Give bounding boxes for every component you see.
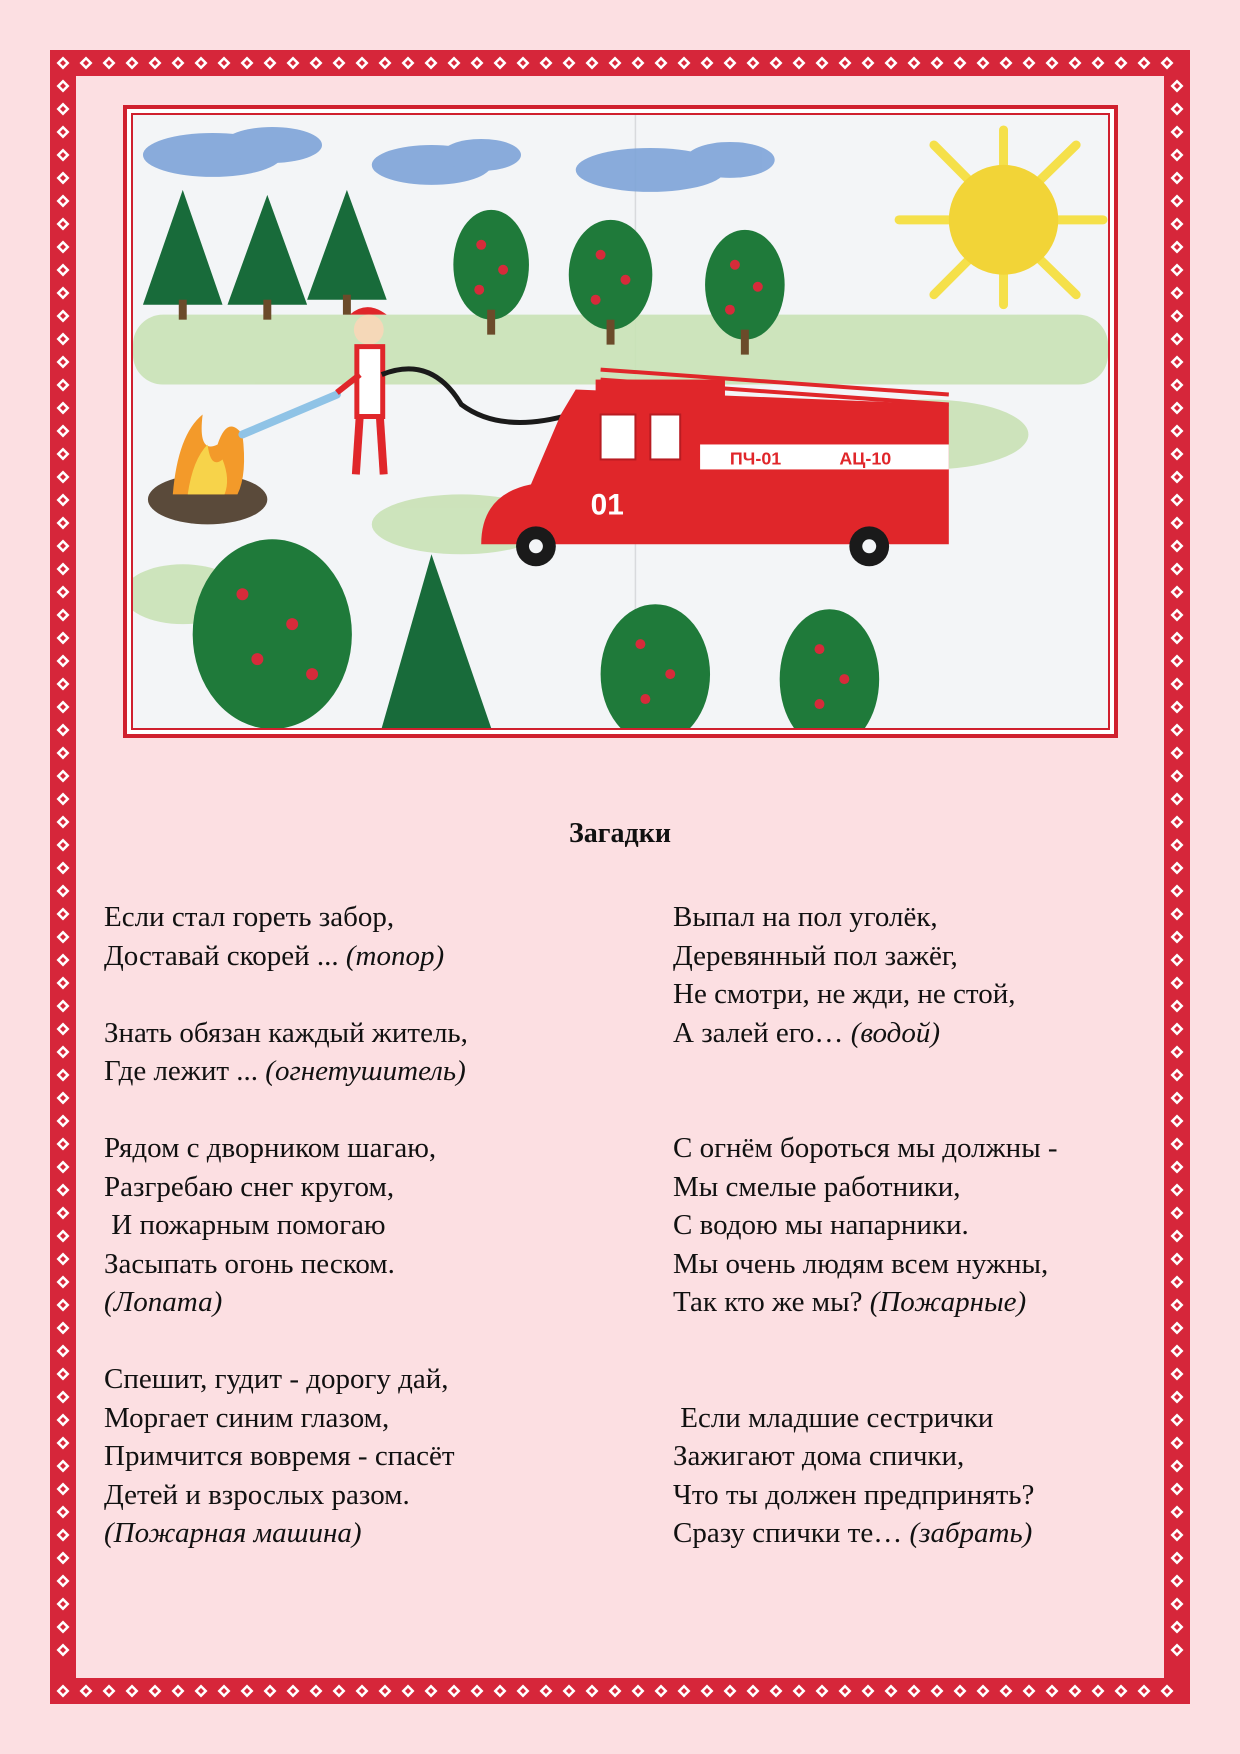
- riddle-answer: (топор): [345, 939, 445, 972]
- riddle-answer: (Пожарная машина): [104, 1517, 362, 1549]
- riddle-line: Сразу спички те… (забрать): [673, 1517, 1033, 1549]
- riddle-line: А залей его… (водой): [673, 1016, 940, 1049]
- riddle-line: Рядом с дворником шагаю,: [104, 1132, 437, 1164]
- riddle-line: Что ты должен предпринять?: [673, 1478, 1035, 1511]
- riddle-line: С огнём бороться мы должны -: [673, 1132, 1058, 1164]
- truck-label-right: АЦ-10: [839, 448, 892, 469]
- riddles-left-column: [104, 898, 644, 1553]
- fir-tree-icon: [143, 190, 387, 320]
- children-drawing-fire-truck: [133, 115, 1108, 728]
- riddle-block: [673, 1399, 1153, 1553]
- truck-label-left: ПЧ-01: [729, 448, 782, 469]
- riddle-line: Не смотри, не жди, не стой,: [673, 978, 1016, 1010]
- riddle-block: [104, 1360, 644, 1553]
- riddle-line: Засыпать огонь песком.: [104, 1247, 395, 1280]
- riddle-line: Мы смелые работники,: [673, 1170, 961, 1203]
- riddle-line: С водою мы напарники.: [673, 1209, 969, 1241]
- riddle-block: [673, 898, 1153, 1052]
- riddle-line: Доставай скорей ... (топор): [104, 939, 445, 972]
- riddle-block: [673, 1129, 1153, 1322]
- riddle-line: Моргает синим глазом,: [104, 1401, 390, 1434]
- illustration: [131, 113, 1110, 730]
- riddle-line: Знать обязан каждый житель,: [104, 1016, 468, 1049]
- riddle-line: Примчится вовремя - спасёт: [104, 1440, 455, 1472]
- riddle-line: Разгребаю снег кругом,: [104, 1170, 395, 1203]
- riddle-block: [104, 898, 644, 975]
- riddle-line: Выпал на пол уголёк,: [673, 901, 938, 933]
- riddle-answer: (огнетушитель): [265, 1055, 466, 1087]
- riddle-block: [104, 1014, 644, 1091]
- riddle-line: Так кто же мы? (Пожарные): [673, 1286, 1027, 1318]
- truck-number: 01: [590, 488, 624, 522]
- riddle-answer: (водой): [850, 1016, 940, 1049]
- riddle-answer: (Лопата): [104, 1286, 223, 1318]
- riddle-line: Деревянный пол зажёг,: [673, 939, 958, 972]
- riddle-line: Детей и взрослых разом.: [104, 1478, 410, 1511]
- riddle-line: Зажигают дома спички,: [673, 1440, 965, 1472]
- riddle-line: Если стал гореть забор,: [104, 901, 395, 933]
- riddle-line: Спешит, гудит - дорогу дай,: [104, 1363, 449, 1395]
- riddle-block: [104, 1129, 644, 1322]
- illustration-frame: [123, 105, 1118, 738]
- riddle-line: Мы очень людям всем нужны,: [673, 1247, 1049, 1280]
- riddle-answer: (Пожарные): [869, 1286, 1027, 1318]
- riddles-right-column: [673, 898, 1153, 1553]
- riddle-line: Где лежит ... (огнетушитель): [104, 1055, 466, 1087]
- riddle-line: И пожарным помогаю: [104, 1209, 386, 1241]
- page-title: Загадки: [569, 818, 671, 849]
- riddle-line: Если младшие сестрички: [673, 1401, 994, 1434]
- riddle-answer: (забрать): [909, 1517, 1033, 1549]
